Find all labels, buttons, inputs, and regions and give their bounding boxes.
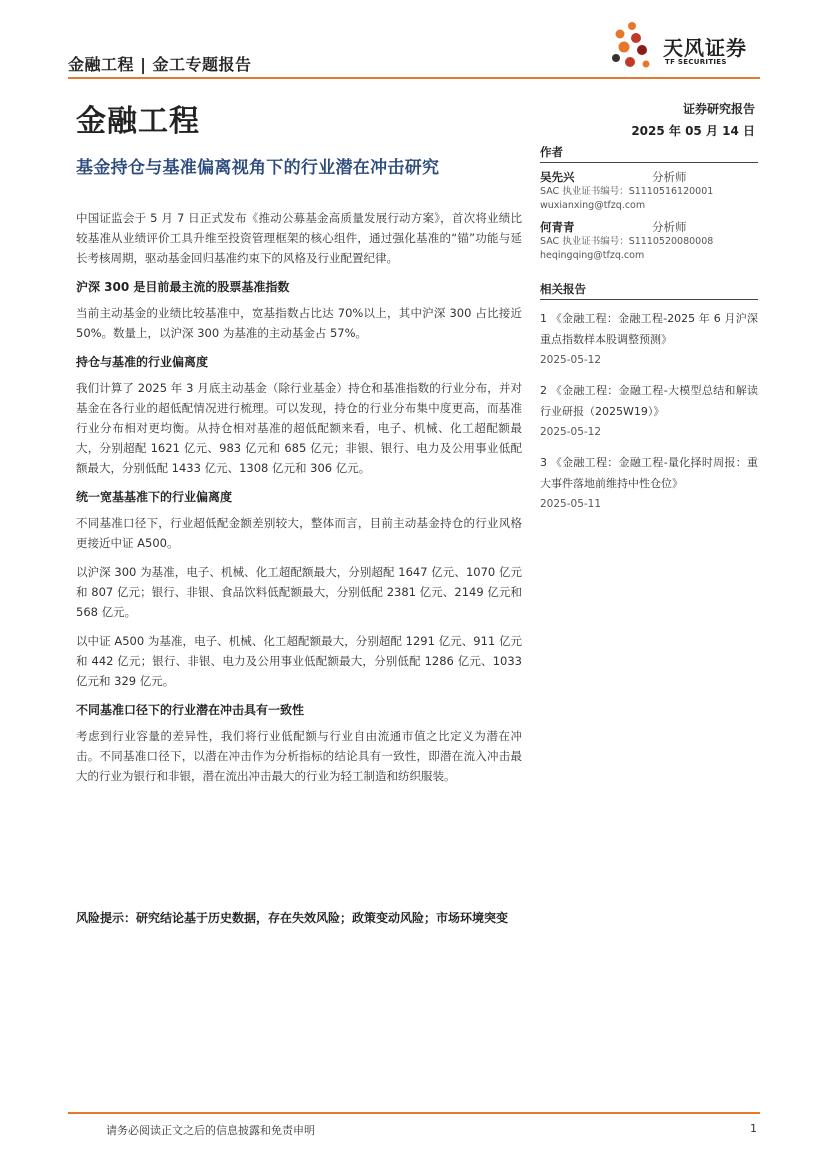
section-paragraph: 考虑到行业容量的差异性，我们将行业低配额与行业自由流通市值之比定义为潜在冲击。不同基准口径下，以潜在冲击作为分析指标的结论具有一致性，即潜在流入冲击最大的行业为银行和非银，潜在流出冲击最大的行业为轻工制造和纺织服装。 bbox=[76, 729, 522, 783]
section-paragraph: 不同基准口径下，行业超低配金额差别较大，整体而言，目前主动基金持仓的行业风格更接近中证 A500。 bbox=[76, 516, 522, 550]
author-role: 分析师 bbox=[652, 220, 687, 234]
section-paragraph: 我们计算了 2025 年 3 月底主动基金（除行业基金）持仓和基准指数的行业分布，并对基金在各行业的超低配情况进行梳理。可以发现，持仓的行业分布集中度更高，而基准行业分布相对更均衡。从持仓相对基准的超低配额来看，电子、机械、化工超配额最大，分别超配 1621 亿元、983 亿元和 685 亿元；非银、银行、电力及公用事业低配额最大，分别低配 1433 亿元、1308 亿元和 306 亿元。 bbox=[76, 381, 522, 475]
header-breadcrumb: 金融工程 | 金工专题报告 bbox=[68, 55, 252, 74]
section-paragraph: 当前主动基金的业绩比较基准中，宽基指数占比达 70%以上，其中沪深 300 占比接近 50%。数量上，以沪深 300 为基准的主动基金占 57%。 bbox=[76, 306, 522, 340]
section-heading: 沪深 300 是目前最主流的股票基准指数 bbox=[76, 280, 290, 294]
risk-warning: 风险提示：研究结论基于历史数据，存在失效风险；政策变动风险；市场环境突变 bbox=[76, 911, 509, 925]
section-paragraph: 以沪深 300 为基准，电子、机械、化工超配额最大，分别超配 1647 亿元、1070 亿元和 807 亿元；银行、非银、食品饮料低配额最大，分别低配 2381 亿元、2149 亿元和 568 亿元。 bbox=[76, 565, 522, 619]
footer-disclaimer: 请务必阅读正文之后的信息披露和免责申明 bbox=[106, 1124, 315, 1137]
company-logo bbox=[610, 20, 770, 72]
related-report-link[interactable]: 2 《金融工程：金融工程-大模型总结和解读行业研报（2025W19）》 bbox=[540, 384, 758, 418]
section-heading: 不同基准口径下的行业潜在冲击具有一致性 bbox=[76, 703, 305, 717]
related-report-date: 2025-05-12 bbox=[540, 426, 602, 438]
related-report-date: 2025-05-11 bbox=[540, 498, 602, 510]
related-report-link[interactable]: 3 《金融工程：金融工程-量化择时周报：重大事件落地前维持中性仓位》 bbox=[540, 456, 758, 490]
author-role: 分析师 bbox=[652, 170, 687, 184]
page-number: 1 bbox=[750, 1122, 757, 1135]
author-name: 吴先兴 bbox=[540, 170, 575, 184]
related-report-date: 2025-05-12 bbox=[540, 354, 602, 366]
report-date: 2025 年 05 月 14 日 bbox=[631, 124, 755, 138]
related-report-link[interactable]: 1 《金融工程：金融工程-2025 年 6 月沪深重点指数样本股调整预测》 bbox=[540, 312, 758, 346]
section-heading: 统一宽基基准下的行业偏离度 bbox=[76, 490, 233, 504]
flower-dots-logo-icon bbox=[610, 20, 662, 72]
logo-text-cn: 天风证券 bbox=[663, 36, 747, 60]
author-cert: SAC 执业证书编号：S1110516120001 bbox=[540, 186, 714, 197]
author-email-link[interactable]: wuxianxing@tfzq.com bbox=[540, 200, 646, 211]
author-name: 何青青 bbox=[540, 220, 575, 234]
header-divider bbox=[68, 77, 760, 79]
section-heading: 持仓与基准的行业偏离度 bbox=[76, 355, 209, 369]
author-cert: SAC 执业证书编号：S1110520080008 bbox=[540, 236, 714, 247]
main-body bbox=[76, 208, 522, 795]
related-reports-label: 相关报告 bbox=[540, 279, 758, 300]
author-card bbox=[540, 219, 758, 263]
report-subtitle: 基金持仓与基准偏离视角下的行业潜在冲击研究 bbox=[76, 158, 440, 178]
author-card bbox=[540, 169, 758, 213]
related-reports-list bbox=[540, 308, 758, 514]
sidebar bbox=[540, 138, 758, 524]
footer-divider bbox=[68, 1112, 760, 1114]
page-category-title: 金融工程 bbox=[76, 104, 200, 139]
authors-label: 作者 bbox=[540, 142, 758, 163]
logo-text-en: TF SECURITIES bbox=[665, 58, 727, 66]
author-email-link[interactable]: heqingqing@tfzq.com bbox=[540, 250, 645, 261]
report-type: 证券研究报告 bbox=[682, 102, 755, 116]
section-paragraph: 以中证 A500 为基准，电子、机械、化工超配额最大，分别超配 1291 亿元、911 亿元和 442 亿元；银行、非银、电力及公用事业低配额最大，分别低配 1286 亿元、1033 亿元和 329 亿元。 bbox=[76, 634, 522, 688]
intro-paragraph: 中国证监会于 5 月 7 日正式发布《推动公募基金高质量发展行动方案》，首次将业绩比较基准从业绩评价工具升维至投资管理框架的核心组件，通过强化基准的“锚”功能与延长考核周期，驱动基金回归基准约束下的风格及行业配置纪律。 bbox=[76, 211, 522, 265]
